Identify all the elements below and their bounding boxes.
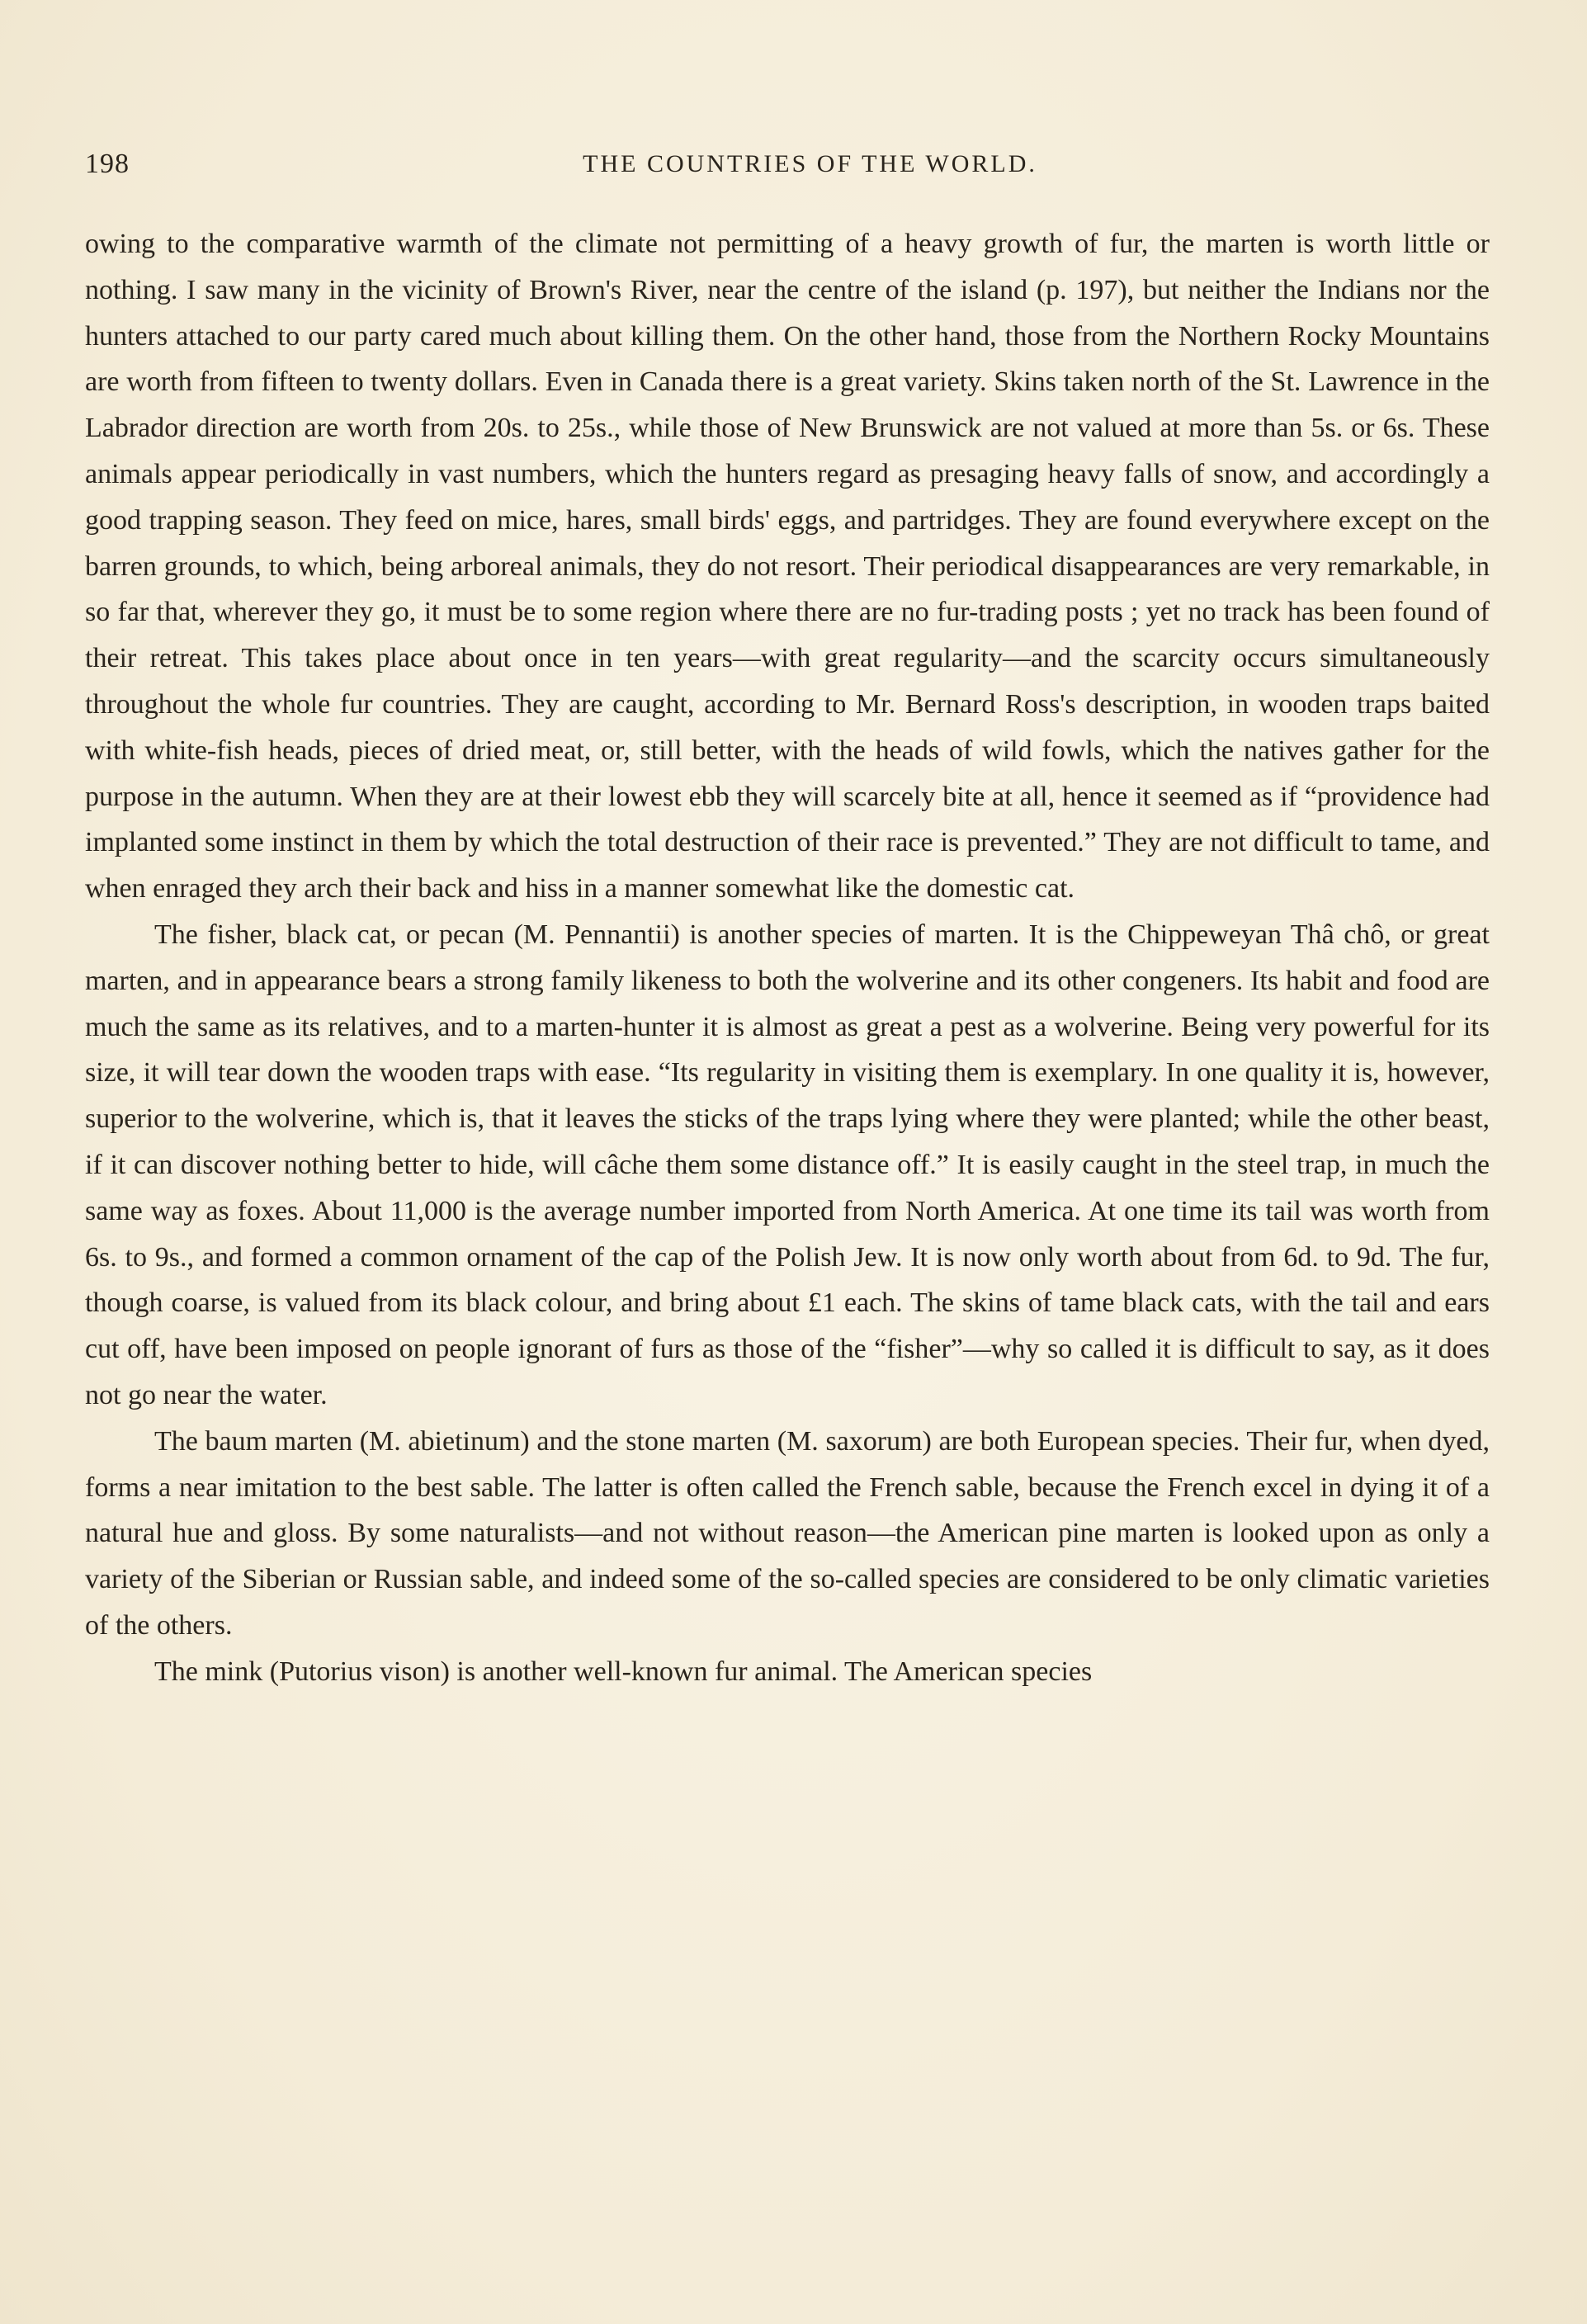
running-head: THE COUNTRIES OF THE WORLD.: [583, 150, 1037, 177]
page-number: 198: [85, 149, 130, 179]
paragraph-continued: owing to the comparative warmth of the climate not permitting of a heavy growth of fur, the marten is worth little or nothing. I saw many in the vicinity of Brown's River, near the centre of the island (p. 197), but neither the Indians nor the hunters attached to our party cared much about killing them. On the other hand, those from the Northern Rocky Mountains are worth from fifteen to twenty dollars. Even in Canada there is a great variety. Skins taken north of the St. Lawrence in the Labrador direction are worth from 20s. to 25s., while those of New Brunswick are not valued at more than 5s. or 6s. These animals appear periodically in vast numbers, which the hunters regard as presaging heavy falls of snow, and accordingly a good trapping season. They feed on mice, hares, small birds' eggs, and partridges. They are found everywhere except on the barren grounds, to which, being arboreal animals, they do not resort. Their periodical disappearances are very remarkable, in so far that, wherever they go, it must be to some region where there are no fur-trading posts ; yet no track has been found of their retreat. This takes place about once in ten years—with great regularity—and the scarcity occurs simultaneously throughout the whole fur countries. They are caught, according to Mr. Bernard Ross's description, in wooden traps baited with white-fish heads, pieces of dried meat, or, still better, with the heads of wild fowls, which the natives gather for the purpose in the autumn. When they are at their lowest ebb they will scarcely bite at all, hence it seemed as if “providence had implanted some instinct in them by which the total destruction of their race is prevented.” They are not difficult to tame, and when enraged they arch their back and hiss in a manner somewhat like the domestic cat.: [85, 229, 1490, 905]
paragraph-baum-marten: The baum marten (M. abietinum) and the stone marten (M. saxorum) are both European species. Their fur, when dyed, forms a near imitation to the best sable. The latter is often called the French sable, because the French excel in dying it of a natural hue and gloss. By some naturalists—and not without reason—the American pine marten is looked upon as only a variety of the Siberian or Russian sable, and indeed some of the so-called species are considered to be only climatic varieties of the others.: [85, 1425, 1490, 1641]
body-text: [85, 221, 1490, 1695]
paragraph-mink: The mink (Putorius vison) is another well-known fur animal. The American species: [154, 1656, 1093, 1687]
paragraph-fisher: The fisher, black cat, or pecan (M. Pennantii) is another species of marten. It is the Chippeweyan Thâ chô, or great marten, and in appearance bears a strong family likeness to both the wolverine and its other congeners. Its habit and food are much the same as its relatives, and to a marten-hunter it is almost as great a pest as a wolverine. Being very powerful for its size, it will tear down the wooden traps with ease. “Its regularity in visiting them is exemplary. In one quality it is, however, superior to the wolverine, which is, that it leaves the sticks of the traps lying where they were planted; while the other beast, if it can discover nothing better to hide, will câche them some distance off.” It is easily caught in the steel trap, in much the same way as foxes. About 11,000 is the average number imported from North America. At one time its tail was worth from 6s. to 9s., and formed a common ornament of the cap of the Polish Jew. It is now only worth about from 6d. to 9d. The fur, though coarse, is valued from its black colour, and bring about £1 each. The skins of tame black cats, with the tail and ears cut off, have been imposed on people ignorant of furs as those of the “fisher”—why so called it is difficult to say, as it does not go near the water.: [85, 919, 1490, 1410]
